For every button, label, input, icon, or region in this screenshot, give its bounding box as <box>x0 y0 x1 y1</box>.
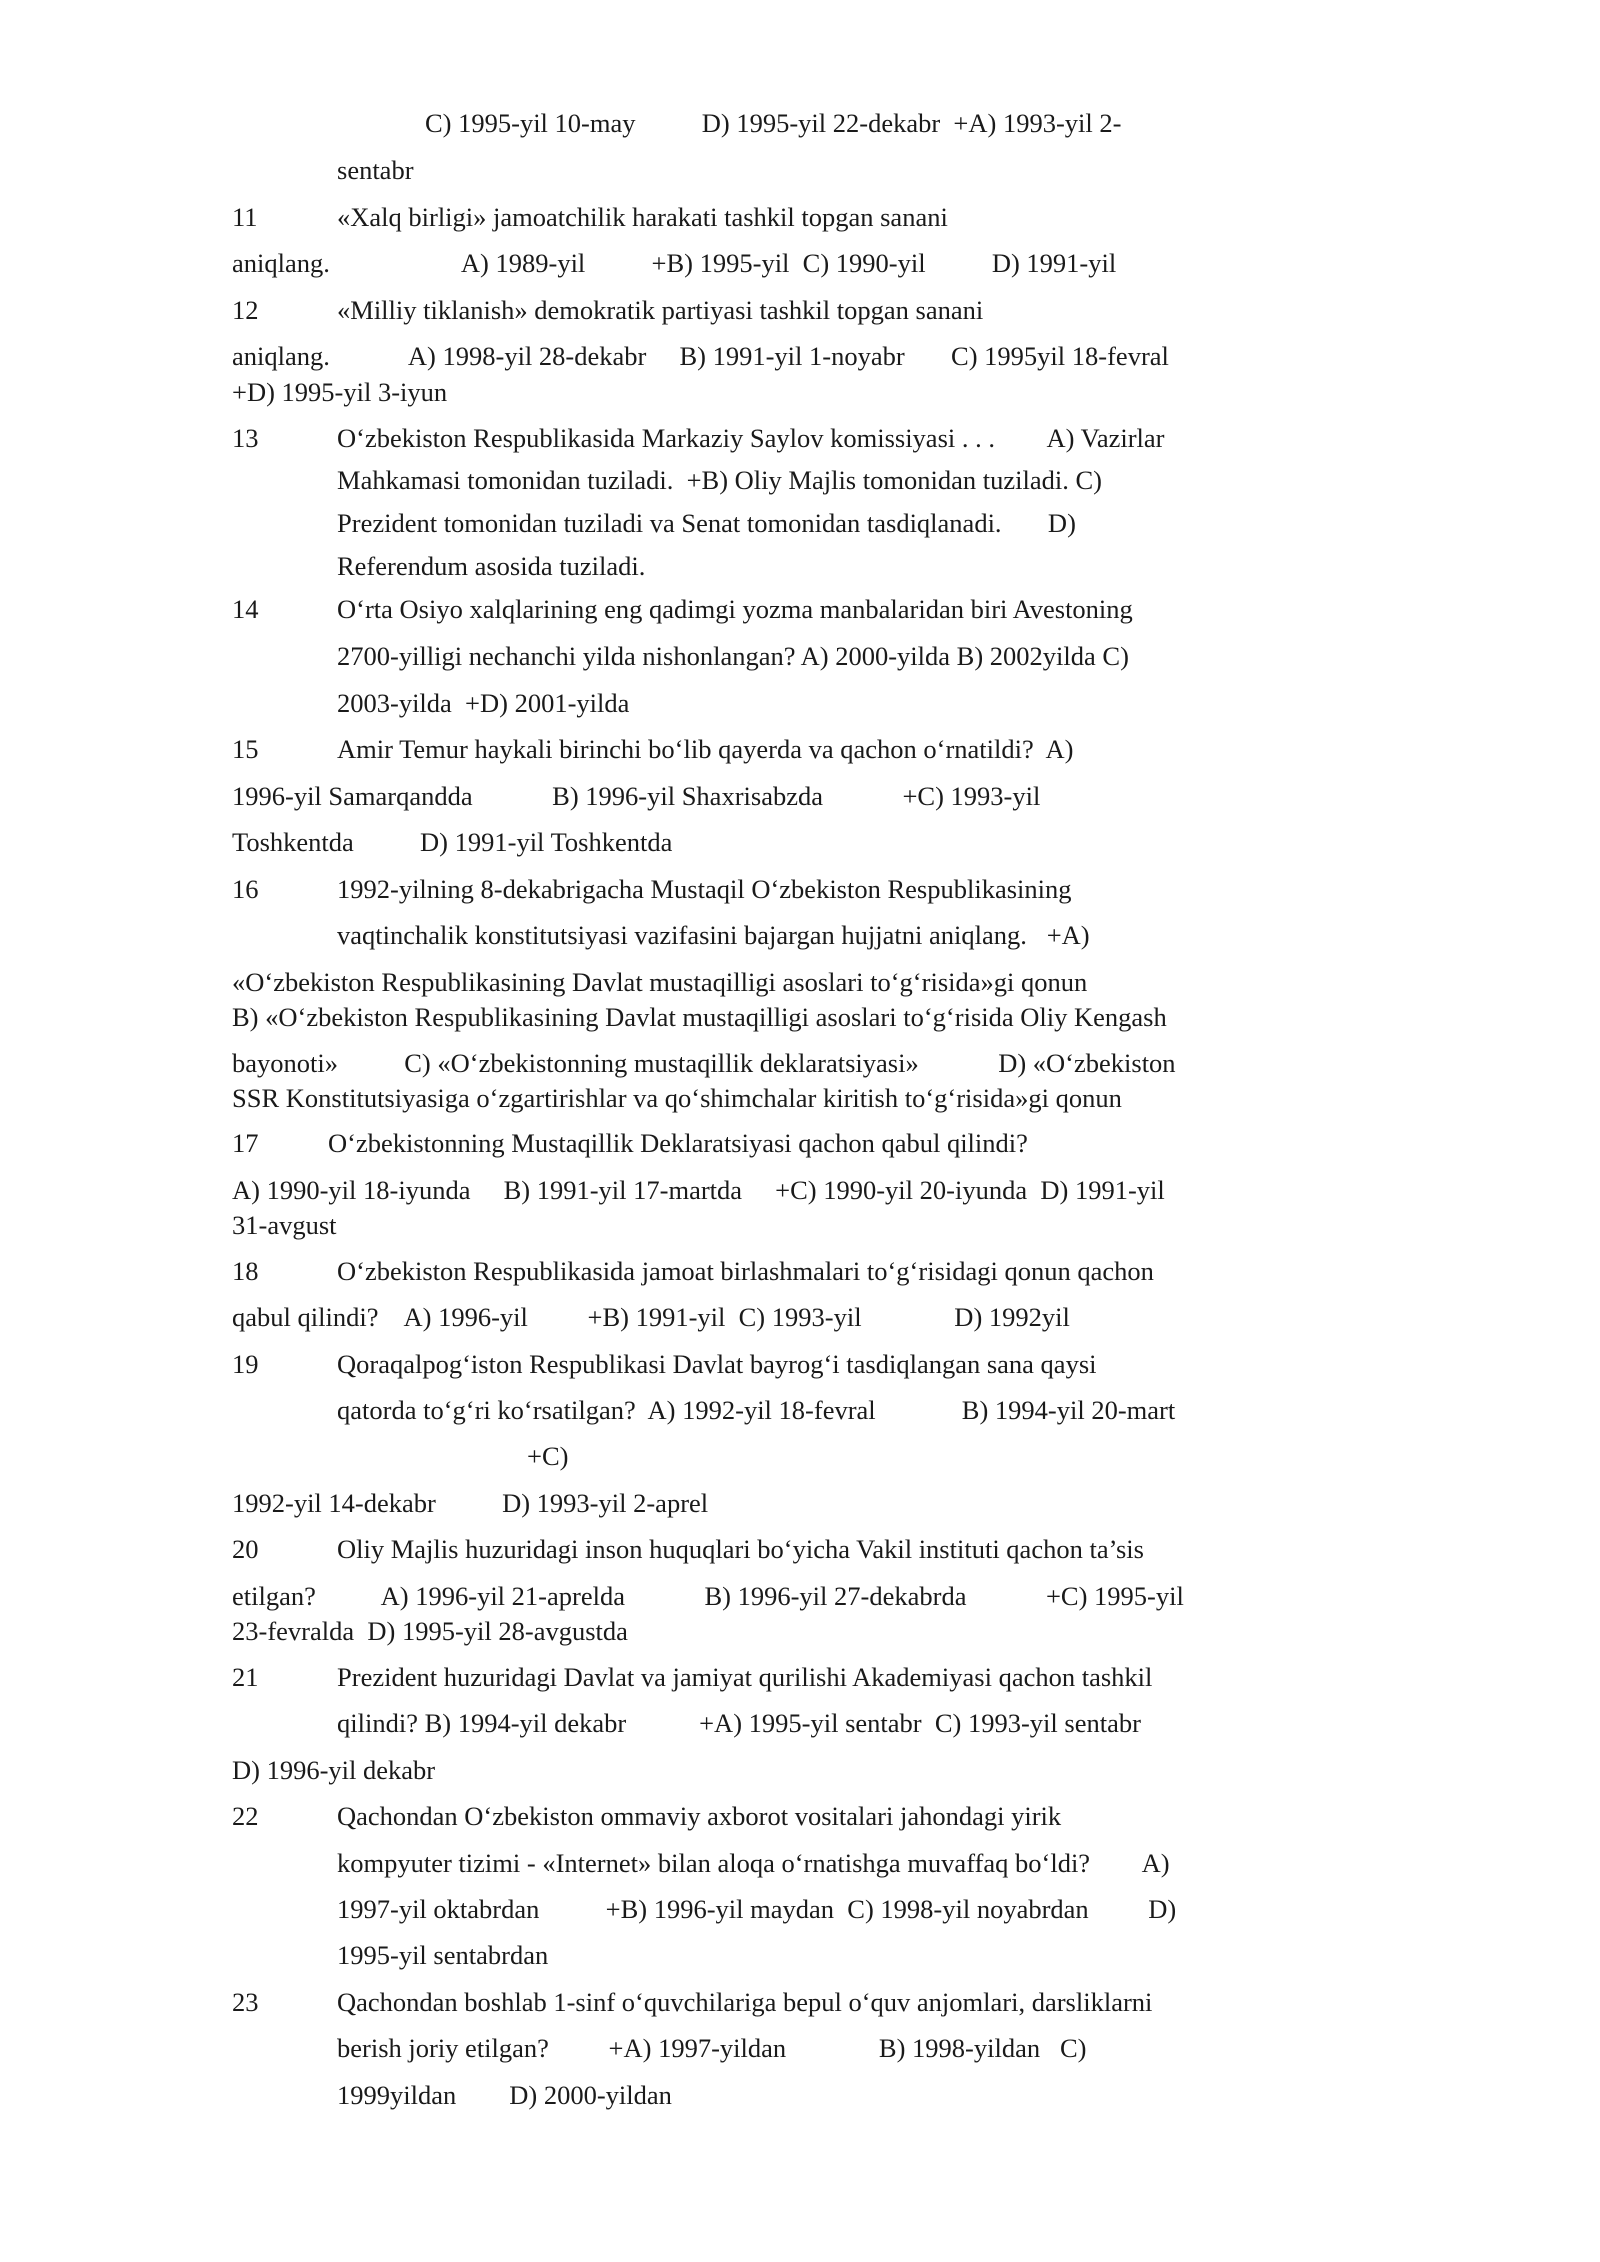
text-line: aniqlang. A) 1998-yil 28-dekabr B) 1991-yil 1-noyabr C) 1995yil 18-fevral <box>232 341 1169 371</box>
text-line: 2700-yilligi nechanchi yilda nishonlangan? A) 2000-yilda B) 2002yilda C) <box>337 641 1129 671</box>
question-number: 15 <box>232 734 259 764</box>
text-line: O‘zbekiston Respublikasida Markaziy Saylov komissiyasi . . . A) Vazirlar <box>337 423 1165 453</box>
text-line: C) 1995-yil 10-may D) 1995-yil 22-dekabr +A) 1993-yil 2- <box>425 108 1122 138</box>
text-line: «Xalq birligi» jamoatchilik harakati tashkil topgan sanani <box>337 202 948 232</box>
question-number: 20 <box>232 1534 259 1564</box>
text-line: 1992-yilning 8-dekabrigacha Mustaqil O‘zbekiston Respublikasining <box>337 874 1072 904</box>
question-number: 17 <box>232 1128 259 1158</box>
text-line: Qoraqalpog‘iston Respublikasi Davlat bayrog‘i tasdiqlangan sana qaysi <box>337 1349 1097 1379</box>
text-line: +D) 1995-yil 3-iyun <box>232 377 448 407</box>
text-line: «O‘zbekiston Respublikasining Davlat mustaqilligi asoslari to‘g‘risida»gi qonun <box>232 967 1088 997</box>
text-line: sentabr <box>337 155 414 185</box>
question-number: 21 <box>232 1662 259 1692</box>
text-line: 31-avgust <box>232 1210 337 1240</box>
text-line: qabul qilindi? A) 1996-yil +B) 1991-yil C) 1993-yil D) 1992yil <box>232 1302 1070 1332</box>
text-line: Referendum asosida tuziladi. <box>337 551 646 581</box>
question-number: 23 <box>232 1987 259 2017</box>
text-line: Prezident huzuridagi Davlat va jamiyat qurilishi Akademiyasi qachon tashkil <box>337 1662 1153 1692</box>
text-line: 23-fevralda D) 1995-yil 28-avgustda <box>232 1616 628 1646</box>
text-line: qatorda to‘g‘ri ko‘rsatilgan? A) 1992-yil 18-fevral B) 1994-yil 20-mart <box>337 1395 1176 1425</box>
text-line: «Milliy tiklanish» demokratik partiyasi tashkil topgan sanani <box>337 295 984 325</box>
question-number: 11 <box>232 202 258 232</box>
text-line: A) 1990-yil 18-iyunda B) 1991-yil 17-martda +C) 1990-yil 20-iyunda D) 1991-yil <box>232 1175 1165 1205</box>
question-number: 13 <box>232 423 259 453</box>
text-line: bayonoti» C) «O‘zbekistonning mustaqillik deklaratsiyasi» D) «O‘zbekiston <box>232 1048 1176 1078</box>
text-line: kompyuter tizimi - «Internet» bilan aloqa o‘rnatishga muvaffaq bo‘ldi? A) <box>337 1848 1170 1878</box>
text-line: berish joriy etilgan? +A) 1997-yildan B) 1998-yildan C) <box>337 2033 1087 2063</box>
question-number: 16 <box>232 874 259 904</box>
text-line: 1997-yil oktabrdan +B) 1996-yil maydan C) 1998-yil noyabrdan D) <box>337 1894 1177 1924</box>
question-number: 12 <box>232 295 259 325</box>
text-line: D) 1996-yil dekabr <box>232 1755 436 1785</box>
text-line: Amir Temur haykali birinchi bo‘lib qayerda va qachon o‘rnatildi? A) <box>337 734 1074 764</box>
text-line: 1996-yil Samarqandda B) 1996-yil Shaxrisabzda +C) 1993-yil <box>232 781 1041 811</box>
text-line: 2003-yilda +D) 2001-yilda <box>337 688 630 718</box>
text-line: SSR Konstitutsiyasiga o‘zgartirishlar va qo‘shimchalar kiritish to‘g‘risida»gi qonun <box>232 1083 1122 1113</box>
text-line: Toshkentda D) 1991-yil Toshkentda <box>232 827 673 857</box>
text-line: qilindi? B) 1994-yil dekabr +A) 1995-yil sentabr C) 1993-yil sentabr <box>337 1708 1141 1738</box>
question-number: 22 <box>232 1801 259 1831</box>
question-number: 19 <box>232 1349 259 1379</box>
text-line: Mahkamasi tomonidan tuziladi. +B) Oliy Majlis tomonidan tuziladi. C) <box>337 465 1102 495</box>
text-line: Oliy Majlis huzuridagi inson huquqlari bo‘yicha Vakil instituti qachon ta’sis <box>337 1534 1144 1564</box>
text-line: 1995-yil sentabrdan <box>337 1940 549 1970</box>
question-number: 14 <box>232 594 259 624</box>
text-line: vaqtinchalik konstitutsiyasi vazifasini bajargan hujjatni aniqlang. +A) <box>337 920 1090 950</box>
text-line: Qachondan boshlab 1-sinf o‘quvchilariga bepul o‘quv anjomlari, darsliklarni <box>337 1987 1153 2017</box>
text-line: 1999yildan D) 2000-yildan <box>337 2080 672 2110</box>
text-line: O‘rta Osiyo xalqlarining eng qadimgi yozma manbalaridan biri Avestoning <box>337 594 1133 624</box>
text-line: O‘zbekiston Respublikasida jamoat birlashmalari to‘g‘risidagi qonun qachon <box>337 1256 1154 1286</box>
text-line: O‘zbekistonning Mustaqillik Deklaratsiyasi qachon qabul qilindi? <box>328 1128 1028 1158</box>
text-line: +C) <box>527 1441 569 1471</box>
text-line: etilgan? A) 1996-yil 21-aprelda B) 1996-yil 27-dekabrda +C) 1995-yil <box>232 1581 1184 1611</box>
text-line: aniqlang. A) 1989-yil +B) 1995-yil C) 1990-yil D) 1991-yil <box>232 248 1117 278</box>
text-line: B) «O‘zbekiston Respublikasining Davlat mustaqilligi asoslari to‘g‘risida Oliy Kengash <box>232 1002 1167 1032</box>
text-line: 1992-yil 14-dekabr D) 1993-yil 2-aprel <box>232 1488 709 1518</box>
text-line: Qachondan O‘zbekiston ommaviy axborot vositalari jahondagi yirik <box>337 1801 1062 1831</box>
text-line: Prezident tomonidan tuziladi va Senat tomonidan tasdiqlanadi. D) <box>337 508 1076 538</box>
question-number: 18 <box>232 1256 259 1286</box>
